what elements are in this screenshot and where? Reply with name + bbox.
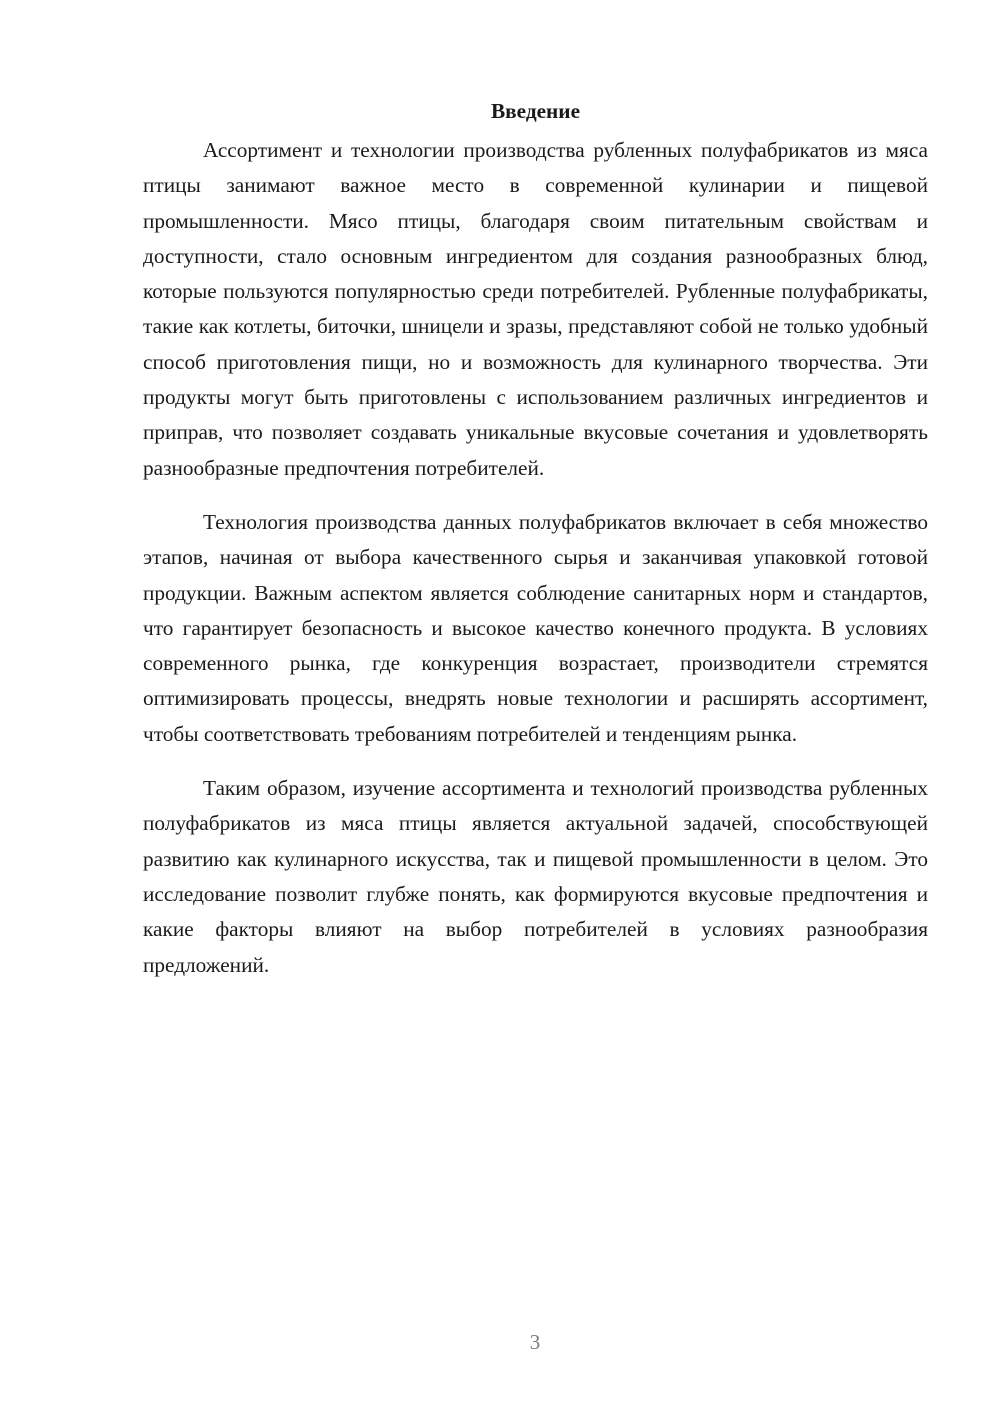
- page-content: [143, 94, 928, 983]
- paragraph-2: Технология производства данных полуфабрикатов включает в себя множество этапов, начиная от выбора качественного сырья и заканчивая упаковкой готовой продукции. Важным аспектом является соблюдение санитарных норм и стандартов, что гарантирует безопасность и высокое качество конечного продукта. В условиях современного рынка, где конкуренция возрастает, производители стремятся оптимизировать процессы, внедрять новые технологии и расширять ассортимент, чтобы соответствовать требованиям потребителей и тенденциям рынка.: [143, 509, 928, 746]
- section-title: Введение: [490, 99, 581, 123]
- page-number: 3: [529, 1330, 541, 1354]
- paragraph-1: Ассортимент и технологии производства рубленных полуфабрикатов из мяса птицы занимают важное место в современной кулинарии и пищевой промышленности. Мясо птицы, благодаря своим питательным свойствам и доступности, стало основным ингредиентом для создания разнообразных блюд, которые пользуются популярностью среди потребителей. Рубленные полуфабрикаты, такие как котлеты, биточки, шницели и зразы, представляют собой не только удобный способ приготовления пищи, но и возможность для кулинарного творчества. Эти продукты могут быть приготовлены с использованием различных ингредиентов и приправ, что позволяет создавать уникальные вкусовые сочетания и удовлетворять разнообразные предпочтения потребителей.: [143, 138, 928, 480]
- paragraph-3: Таким образом, изучение ассортимента и технологий производства рубленных полуфабрикатов из мяса птицы является актуальной задачей, способствующей развитию как кулинарного искусства, так и пищевой промышленности в целом. Это исследование позволит глубже понять, как формируются вкусовые предпочтения и какие факторы влияют на выбор потребителей в условиях разнообразия предложений.: [143, 776, 928, 977]
